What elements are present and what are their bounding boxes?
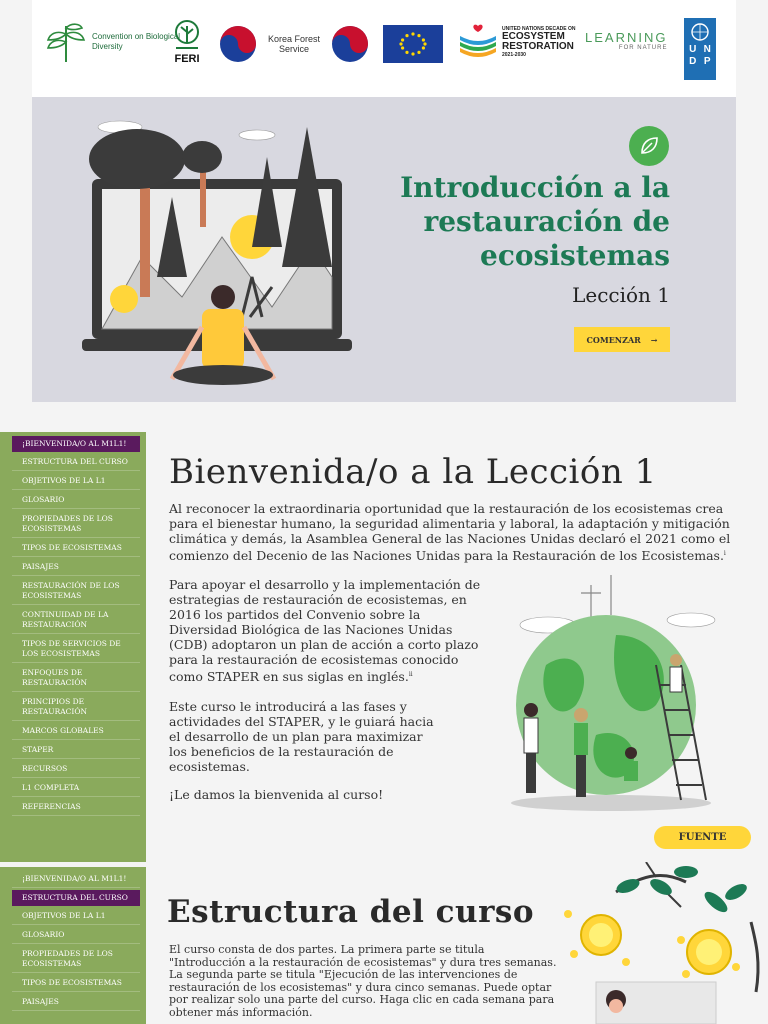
- course-structure-heading: Estructura del curso: [167, 894, 535, 930]
- nav-item[interactable]: RECURSOS: [12, 761, 140, 778]
- welcome-heading: Bienvenida/o a la Lección 1: [169, 452, 657, 492]
- nav-item[interactable]: ENFOQUES DE RESTAURACIÓN: [12, 665, 140, 692]
- welcome-paragraph-2: [169, 577, 484, 684]
- undp-letter: U: [689, 44, 697, 55]
- undp-letters: [686, 44, 714, 67]
- undp-letter: N: [703, 44, 711, 55]
- welcome-paragraph-4: ¡Le damos la bienvenida al curso!: [169, 787, 384, 802]
- nav-item[interactable]: TIPOS DE SERVICIOS DE LOS ECOSISTEMAS: [12, 636, 140, 663]
- welcome-paragraph-3: Este curso le introducirá a las fases y actividades del STAPER, y le guiará hacia el desarrollo de un plan para maximizar los beneficios de la restauración de ecosistemas.: [169, 699, 434, 774]
- welcome-paragraph-2-text: Para apoyar el desarrollo y la implementación de estrategias de restauración de ecosistemas, en 2016 los partidos del Convenio sobre la Diversidad Biológica de las Naciones Unidas (CDB) adoptaron un plan de acción a corto plazo para la restauración de ecosistemas conocido como STAPER en sus siglas en inglés.: [169, 577, 481, 685]
- leaf-icon: [638, 135, 660, 157]
- nav-item[interactable]: REFERENCIAS: [12, 799, 140, 816]
- un-decade-line4: 2021-2030: [502, 52, 526, 58]
- nav-item[interactable]: STAPER: [12, 742, 140, 759]
- nav-item[interactable]: CONTINUIDAD DE LA RESTAURACIÓN: [12, 607, 140, 634]
- learning-text: LEARNING: [585, 30, 668, 45]
- kfs-logo-text: Korea Forest Service: [267, 34, 321, 54]
- course-structure-paragraph: El curso consta de dos partes. La primera parte se titula "Introducción a la restauración de ecosistemas" y dura tres semanas. La segunda parte se titula "Ejecución de las intervenciones de restauración de los ecosistemas" y dura cinco semanas. Puede optar por realizar solo una parte del curso. Haga clic en cada semana para obtener más información.: [169, 943, 557, 1019]
- cbd-logo: [44, 20, 182, 64]
- learning-for-nature-logo: [585, 30, 667, 51]
- partner-logos-bar: [32, 0, 736, 97]
- un-decade-line2: ECOSYSTEM: [502, 31, 565, 42]
- nav-item[interactable]: ESTRUCTURA DEL CURSO: [12, 454, 140, 471]
- korea-forest-service-logo: [218, 24, 370, 64]
- nav-item[interactable]: ¡BIENVENIDA/O AL M1L1!: [12, 436, 140, 452]
- eu-stars-icon: [393, 29, 433, 59]
- eu-flag-logo: [383, 25, 443, 63]
- welcome-paragraph-1-text: Al reconocer la extraordinaria oportunidad que la restauración de los ecosistemas crea para el bienestar humano, la seguridad alimentaria y laboral, la adaptación y mitigación climática y demás, la Asamblea General de las Naciones Unidas declaró el 2021 como el comienzo del Decenio de las Naciones Unidas para la Restauración de los Ecosistemas.: [169, 501, 731, 564]
- undp-letter: P: [703, 56, 711, 67]
- leaf-badge: [629, 126, 669, 166]
- nav-item[interactable]: PAISAJES: [12, 559, 140, 576]
- hero-banner: [32, 97, 736, 402]
- nav-item[interactable]: MARCOS GLOBALES: [12, 723, 140, 740]
- nav-item[interactable]: ¡BIENVENIDA/O AL M1L1!: [12, 871, 140, 888]
- undp-letter: D: [689, 56, 697, 67]
- undp-logo: [684, 18, 716, 80]
- globe-restoration-illustration: [486, 575, 726, 815]
- footnote-ref[interactable]: ii: [408, 671, 413, 678]
- nav-item[interactable]: TIPOS DE ECOSISTEMAS: [12, 975, 140, 992]
- cbd-logo-text: Convention on Biological Diversity: [92, 32, 181, 51]
- lesson-nav: [0, 432, 146, 862]
- feri-logo-text: FERI: [174, 53, 200, 65]
- nav-item[interactable]: ESTRUCTURA DEL CURSO: [12, 890, 140, 906]
- flowers-illustration: [556, 862, 768, 1024]
- feri-emblem-icon: [172, 18, 202, 54]
- taegeuk-icon: [218, 24, 258, 64]
- welcome-paragraph-1: [169, 501, 739, 563]
- lesson-nav-secondary: [0, 867, 146, 1024]
- un-decade-logo: [458, 22, 576, 62]
- un-emblem-icon: [690, 22, 710, 42]
- nav-item[interactable]: TIPOS DE ECOSISTEMAS: [12, 540, 140, 557]
- footnote-ref[interactable]: i: [723, 550, 726, 557]
- nav-item[interactable]: GLOSARIO: [12, 492, 140, 509]
- un-decade-hands-icon: [458, 22, 498, 62]
- source-button[interactable]: FUENTE: [654, 826, 751, 849]
- nav-item[interactable]: RESTAURACIÓN DE LOS ECOSISTEMAS: [12, 578, 140, 605]
- for-nature-text: FOR NATURE: [618, 45, 668, 51]
- nav-item[interactable]: GLOSARIO: [12, 927, 140, 944]
- start-button-label: COMENZAR: [586, 334, 641, 345]
- start-button[interactable]: [574, 327, 670, 352]
- nav-item[interactable]: OBJETIVOS DE LA L1: [12, 908, 140, 925]
- cbd-leaf-icon: [44, 20, 88, 64]
- nav-item[interactable]: PAISAJES: [12, 994, 140, 1011]
- nav-item[interactable]: PROPIEDADES DE LOS ECOSISTEMAS: [12, 946, 140, 973]
- hero-illustration: [82, 117, 372, 397]
- un-decade-line3: RESTORATION: [502, 41, 574, 52]
- course-title: Introducción a la restauración de ecosistemas: [400, 171, 670, 272]
- arrow-right-icon: →: [650, 334, 658, 345]
- nav-item[interactable]: PROPIEDADES DE LOS ECOSISTEMAS: [12, 511, 140, 538]
- feri-logo: [172, 18, 202, 64]
- nav-item[interactable]: L1 COMPLETA: [12, 780, 140, 797]
- nav-item[interactable]: OBJETIVOS DE LA L1: [12, 473, 140, 490]
- taegeuk-icon: [330, 24, 370, 64]
- un-decade-line1: UNITED NATIONS DECADE ON: [502, 26, 576, 32]
- nav-item[interactable]: PRINCIPIOS DE RESTAURACIÓN: [12, 694, 140, 721]
- lesson-label: Lección 1: [572, 283, 670, 307]
